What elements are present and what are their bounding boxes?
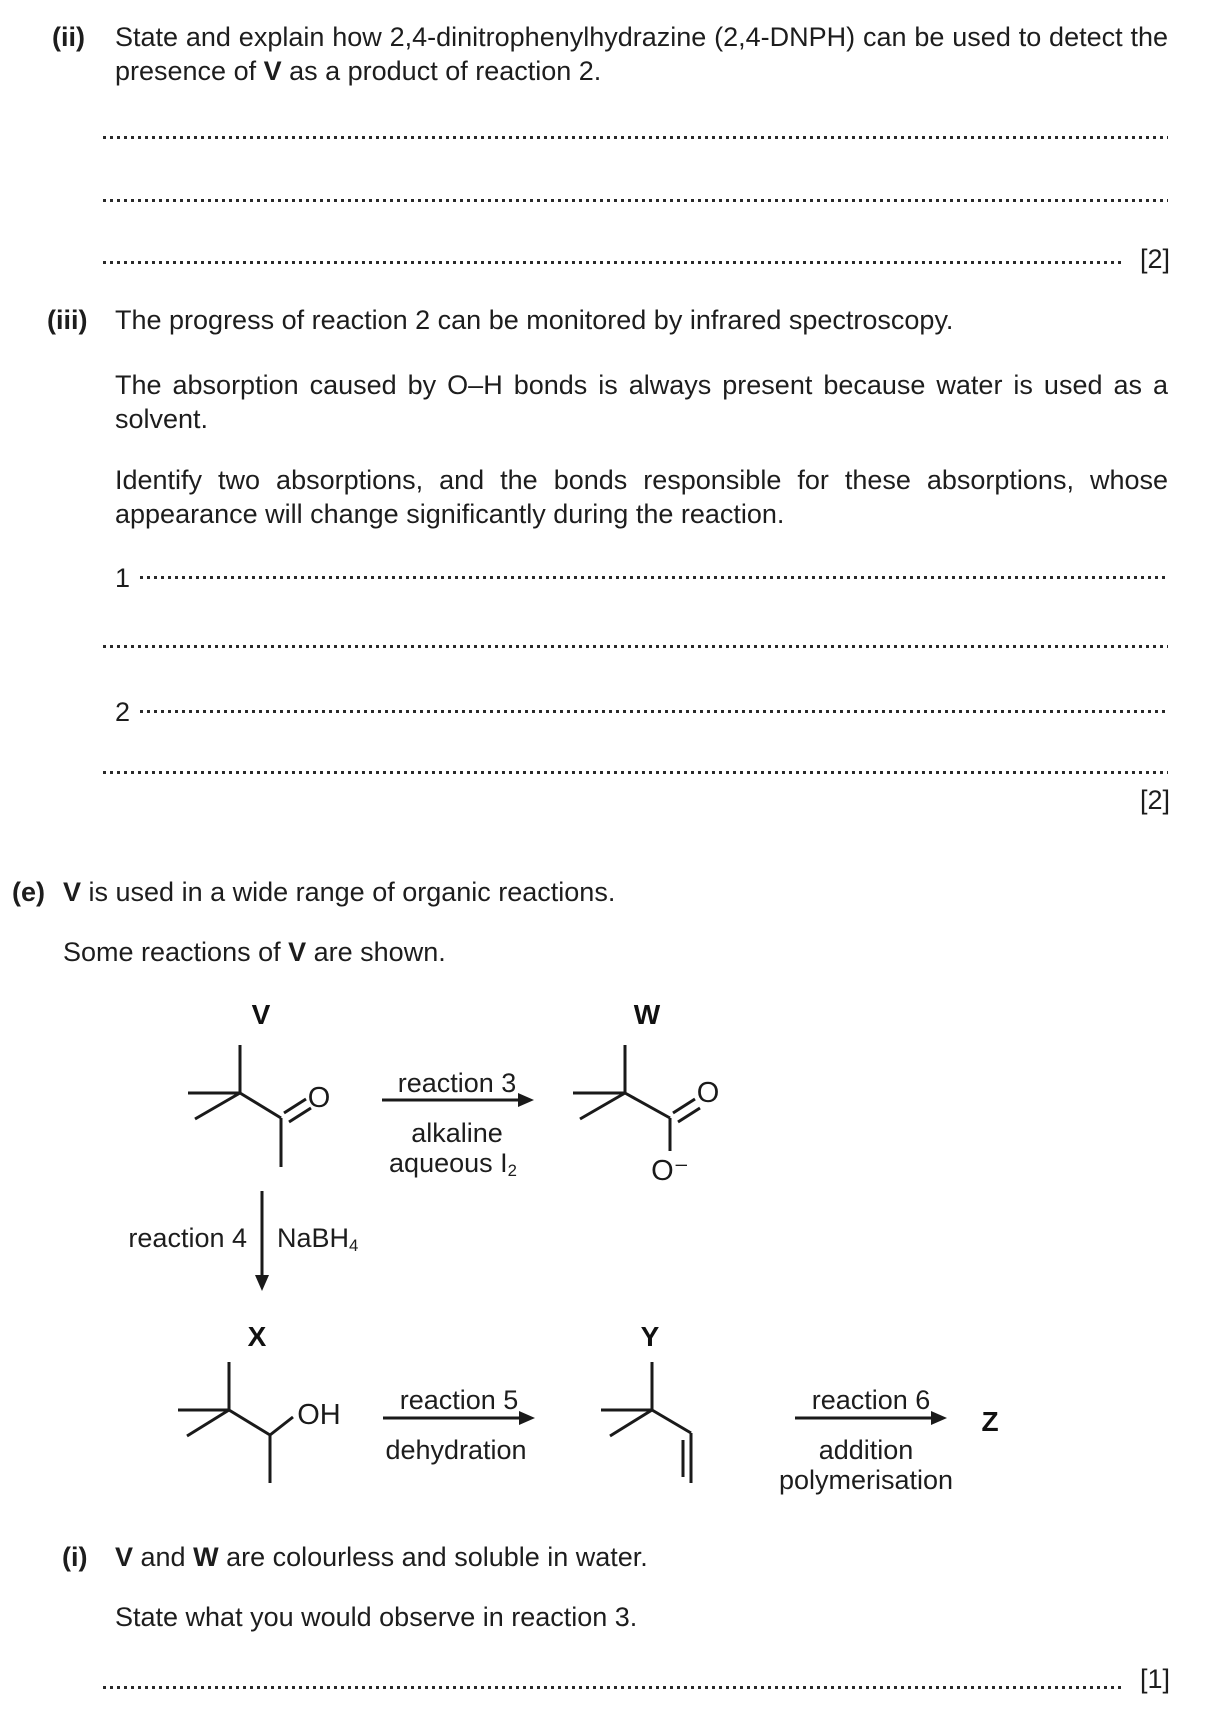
double-bond-line (284, 1099, 306, 1113)
part-e-label: (e) (12, 877, 45, 907)
arrow-head (518, 1093, 534, 1107)
answer-2-number: 2 (115, 697, 131, 727)
double-bond-line (673, 1099, 695, 1113)
reaction-3-condition-2: aqueous $I_2$ (389, 1148, 517, 1181)
question-i-line1: V and W are colourless and soluble in water. (115, 1542, 648, 1572)
question-iii-para3 (115, 463, 1168, 531)
marks-badge: [1] (1139, 1664, 1170, 1694)
compound-z-label: Z (981, 1406, 999, 1437)
bond-line (610, 1410, 652, 1436)
reaction-4-arrow (251, 1191, 273, 1291)
reaction-6-condition-1: addition (818, 1435, 914, 1465)
answer-line (103, 771, 1168, 774)
question-iii-para2 (115, 368, 1168, 436)
structure-v (178, 1035, 348, 1175)
answer-line (140, 710, 1168, 713)
bond-line (240, 1093, 281, 1118)
marks-badge: [2] (1139, 244, 1170, 274)
bond-line (625, 1093, 670, 1118)
part-e-subtext: Some reactions of V are shown. (63, 937, 446, 967)
compound-v-label: V (251, 999, 271, 1030)
oxide-anion-label: O⁻ (651, 1155, 689, 1187)
double-bond-line (678, 1108, 700, 1122)
oxygen-atom-label: O (696, 1077, 720, 1109)
reaction-3-name: reaction 3 (397, 1068, 517, 1098)
answer-1-number: 1 (115, 563, 131, 593)
para3-line2: appearance will change significantly during the reaction. (115, 499, 785, 529)
oxygen-atom-label: O (307, 1082, 331, 1114)
structure-w (563, 1035, 738, 1190)
part-e-intro: V is used in a wide range of organic reactions. (63, 877, 616, 907)
question-i-line2: State what you would observe in reaction 3. (115, 1602, 638, 1632)
structure-x (167, 1355, 357, 1490)
question-i-label: (i) (62, 1542, 88, 1572)
bond-line (652, 1410, 691, 1433)
compound-y-label: Y (640, 1321, 660, 1352)
answer-line (140, 576, 1168, 579)
bond-line (195, 1093, 240, 1119)
bond-line (270, 1417, 293, 1435)
answer-line (103, 1686, 1123, 1689)
reaction-6-name: reaction 6 (811, 1385, 931, 1415)
question-iii-intro: The progress of reaction 2 can be monitored by infrared spectroscopy. (115, 305, 954, 335)
answer-line (103, 199, 1168, 202)
reaction-6-condition-2: polymerisation (778, 1465, 954, 1495)
question-ii-line1: State and explain how 2,4-dinitrophenylhydrazine (2,4-DNPH) can be used to detect the (115, 22, 1168, 52)
para3-line1: Identify two absorptions, and the bonds responsible for these absorptions, whose (115, 465, 1168, 495)
reaction-5-name: reaction 5 (399, 1385, 519, 1415)
reaction-4-reagent: NaBH$_4$ (277, 1223, 359, 1256)
question-iii-label: (iii) (47, 305, 88, 335)
arrow-head (931, 1411, 947, 1425)
marks-badge: [2] (1139, 785, 1170, 815)
question-ii-label: (ii) (52, 22, 85, 52)
reaction-4-name: reaction 4 (128, 1223, 247, 1253)
hydroxyl-group-label: OH (297, 1399, 341, 1431)
structure-y (590, 1355, 705, 1490)
bond-line (187, 1410, 229, 1436)
reaction-3-condition-1: alkaline (411, 1118, 503, 1148)
answer-line (103, 261, 1123, 264)
arrow-head (255, 1275, 269, 1291)
bond-line (229, 1410, 270, 1435)
answer-line (103, 645, 1168, 648)
question-ii-text (115, 20, 1168, 88)
arrow-head (519, 1411, 535, 1425)
para2-line1: The absorption caused by O–H bonds is always present because water is used as a (115, 370, 1168, 400)
answer-line (103, 136, 1168, 139)
para2-line2: solvent. (115, 404, 209, 434)
bond-line (580, 1093, 625, 1119)
reaction-5-condition: dehydration (385, 1435, 527, 1465)
compound-x-label: X (247, 1321, 267, 1352)
compound-w-label: W (633, 999, 661, 1030)
question-ii-line2: presence of V as a product of reaction 2. (115, 56, 602, 86)
